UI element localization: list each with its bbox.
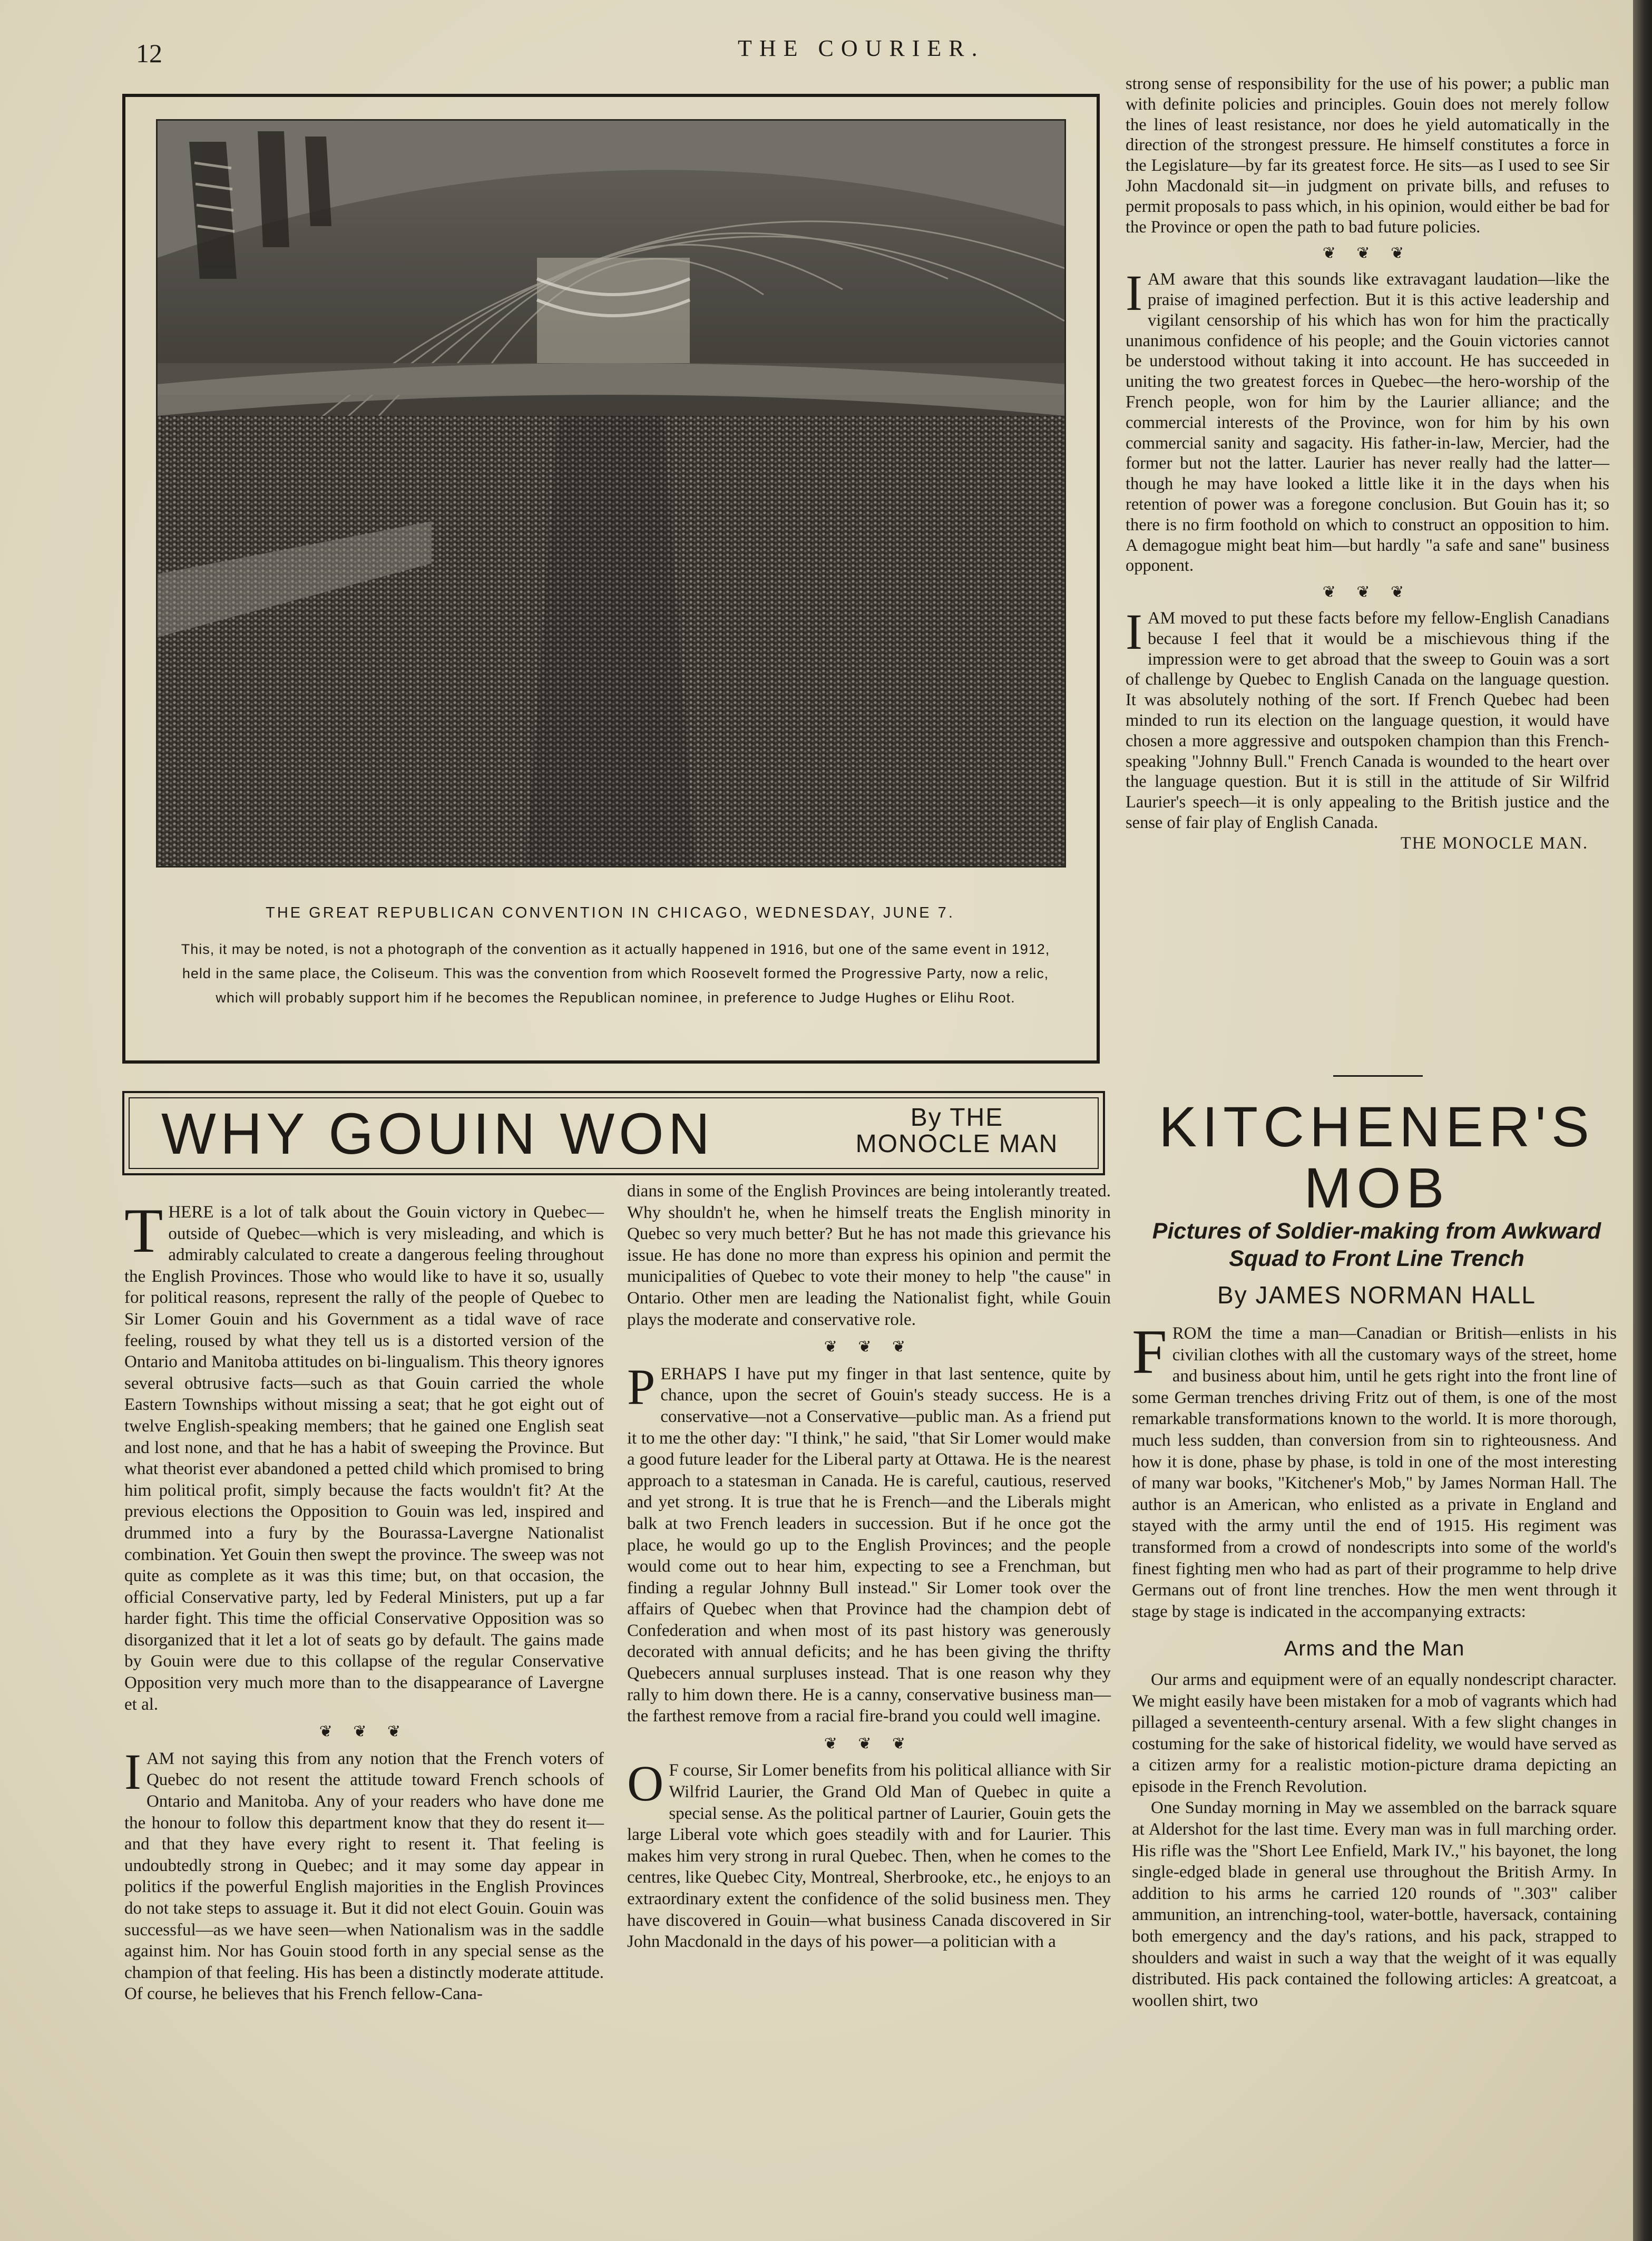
drop-cap: I (124, 1743, 141, 1800)
photo-frame (122, 94, 1100, 1064)
section-ornament: ❦ ❦ ❦ (1322, 583, 1413, 601)
article-paragraph: IAM aware that this sounds like extravagant laudation—like the praise of imagined perfection. But it is this active leadership and vigilant censorship of his which has won for him the practically unanimous confidence of his people; and the Gouin victories cannot be understood without taking it into account. He has succeeded in uniting the two greatest forces in Quebec—the hero-worship of the French people, won for him by the Laurier alliance; and the commercial interests of the Province, won for him by his own commercial sanity and sagacity. His father-in-law, Mercier, had the former but not the latter. Laurier has never really had the latter—though he may have looked a little like it in the days when his retention of power was a foregone conclusion. But Gouin has it; so there is no firm foothold on which to construct an opposition to him. A demagogue might beat him—but hardly "a safe and sane" business opponent. (1126, 265, 1609, 576)
running-head: THE COURIER. (738, 35, 985, 61)
drop-cap: I (1126, 265, 1142, 321)
article-paragraph: One Sunday morning in May we assembled on the barrack square at Aldershot for the last time. Every man was in full marching order. His rifle was the "Short Lee Enfield, Mark IV.," his bayonet, the long single-edged blade in general use throughout the British Army. In addition to his arms he carried 120 rounds of ".303" caliber ammunition, an intrenching-tool, water-bottle, haversack, containing both emergency and the day's rations, and his pack, strapped to shoulders and waist in such a way that the weight of it was equally distributed. His pack contained the following articles: A greatcoat, a woollen shirt, two (1132, 1798, 1617, 2010)
article-paragraph: FROM the time a man—Canadian or British—enlists in his civilian clothes with all the customary ways of the street, home and business about him, until he gets right into the front line of some German trenches driving Fritz out of them, is one of the most remarkable transformations known to the world. It is more thorough, much less sudden, than conversion from sin to righteousness. And how it is done, phase by phase, is told in one of the most interesting of many war books, "Kitchener's Mob," by James Norman Hall. The author is an American, who enlisted as a private in England and stayed with the army until the end of 1915. His regiment was transformed from a crowd of nondescripts into some of the world's finest fighting men who had as part of their programme to help drive Germans out of front line trenches. How the men went through it stage by stage is indicated in the accompanying extracts: (1132, 1317, 1617, 1621)
article-paragraph: dians in some of the English Provinces are being intolerantly treated. Why shouldn't he, when he himself treats the English minority in Quebec so very much better? But he has not made this grievance his issue. He has done no more than express his opinion and permit the municipalities of Quebec to vote their money to help "the cause" in Ontario. Other men are leading the Nationalist fight, while Gouin plays the moderate and conservative role. (627, 1182, 1111, 1329)
convention-photo (156, 119, 1066, 868)
article-paragraph: PERHAPS I have put my finger in that last sentence, quite by chance, upon the secret of Gouin's steady success. He is a conservative—not a Conservative—public man. As a friend put it to me the other day: "I think," he said, "that Sir Lomer would make a good future leader for the Liberal party at Ottawa. He is the nearest approach to a statesman in Canada. He is careful, cautious, reserved and yet strong. It is true that he is French—and the Liberals might balk at two French leaders in succession. But if he once got the place, he would go up to the English Provinces; and the people would come out to hear him, expecting to see a Frenchman, but finding a regular Johnny Bull instead." Sir Lomer took over the affairs of Quebec when that Province had the champion debt of Confederation and when most of its past history was generously decorated with annual deficits; and he has been giving the thrifty Quebecers annual surpluses instead. That is one reason why they rally to him down there. He is a canny, conservative business man—the farthest remove from a racial fire-brand you could well imagine. (627, 1358, 1111, 1726)
photo-caption-body: This, it may be noted, is not a photograph of the convention as it actually happened in 1916, but one of the same event in 1912, held in the same place, the Coliseum. This was the convention from which Roosevelt formed the Progressive Party, now a relic, which will probably support him if he becomes the Republican nominee, in preference to Judge Hughes or Elihu Root. (181, 941, 1050, 1006)
section-ornament: ❦ ❦ ❦ (1322, 245, 1413, 262)
column-rule (1333, 1075, 1423, 1077)
kitchener-headline: KITCHENER'S MOB (1159, 1095, 1595, 1220)
drop-cap: P (627, 1358, 656, 1415)
gouin-headline: WHY GOUIN WON (161, 1102, 715, 1166)
kitchener-column (1132, 1317, 1617, 2011)
binding-edge (1633, 0, 1652, 2241)
kitchener-subtitle: Pictures of Soldier-making from Awkward Squad to Front Line Trench (1152, 1219, 1601, 1271)
drop-cap: O (627, 1755, 664, 1812)
monocle-continued-column (1126, 74, 1609, 853)
section-ornament: ❦ ❦ ❦ (824, 1735, 914, 1752)
photo-caption-title: THE GREAT REPUBLICAN CONVENTION IN CHICAGO, WEDNESDAY, JUNE 7. (266, 904, 955, 921)
article-paragraph: Our arms and equipment were of an equally nondescript character. We might easily have been mistaken for a mob of vagrants which had pillaged a seventeenth-century arsenal. With a few slight changes in costuming for the sake of historical fidelity, we would have served as a citizen army for a realistic motion-picture drama depicting an episode in the French Revolution. (1132, 1670, 1617, 1796)
gouin-column-2 (627, 1181, 1111, 1953)
article-paragraph: THERE is a lot of talk about the Gouin victory in Quebec—outside of Quebec—which is very misleading, and which is admirably calculated to create a dangerous feeling throughout the English Provinces. Those who would like to have it so, usually for political reasons, represent the rally of the people of Quebec to Sir Lomer Gouin and his Government as a tidal wave of race feeling, roused by what they tell us is a distorted version of the Ontario and Manitoba attitudes on bi-lingualism. This theory ignores several obtrusive facts—such as that Gouin carried the whole Eastern Townships without missing a seat; that he got eight out of twelve English-speaking members; that he gained one English seat and lost none, and that he has a habit of sweeping the Province. But what theorist ever abandoned a petted child which promised to bring him political profit, simply because the facts wouldn't fit? At the previous elections the Opposition to Gouin was led, inspired and drummed into a fury by the Bourassa-Lavergne Nationalist combination. Yet Gouin then swept the province. The sweep was not quite as complete as it was this time; but, on that occasion, the official Conservative party, led by Federal Ministers, put up a far harder fight. This time the official Conservative Opposition was so disorganized that it let a lot of seats go by default. The gains made by Gouin were due to this collapse of the regular Conservative Opposition very much more than to the disappearance of Lavergne et al. (124, 1195, 604, 1714)
author-signoff: THE MONOCLE MAN. (1400, 833, 1588, 853)
convention-photo-illustration (158, 121, 1064, 866)
page-number: 12 (136, 38, 162, 68)
gouin-byline: By THE MONOCLE MAN (855, 1104, 1059, 1158)
drop-cap: I (1126, 603, 1142, 660)
kitchener-byline: By JAMES NORMAN HALL (1217, 1281, 1536, 1309)
article-paragraph: IAM moved to put these facts before my fellow-English Canadians because I feel that it would be a mischievous thing if the impression were to get abroad that the sweep to Gouin was a sort of challenge by Quebec to English Canada on the language question. It was absolutely nothing of the sort. If French Quebec had been minded to run its election on the language question, it would have chosen a more aggressive and outspoken champion than this French-speaking "Johnny Bull." French Canada is wounded to the heart over the language question. But it is still in the attitude of Sir Wilfrid Laurier's speech—it is only appealing to the British justice and the sense of fair play of English Canada. (1126, 603, 1609, 832)
drop-cap: T (124, 1195, 163, 1265)
gouin-headline-box (122, 1091, 1105, 1175)
gouin-column-1 (124, 1195, 604, 2005)
article-paragraph: strong sense of responsibility for the use of his power; a public man with definite policies and principles. Gouin does not merely follow the lines of least resistance, nor does he yield automatically in the direction of the strongest pressure. He himself constitutes a force in the Legislature—by far its greatest force. He sits—as I used to see Sir John Macdonald sit—in judgment on private bills, and refuses to permit proposals to pass which, in his opinion, would either be bad for the Province or open the path to bad future policies. (1126, 74, 1609, 237)
section-ornament: ❦ ❦ ❦ (319, 1723, 409, 1741)
section-subhead: Arms and the Man (1284, 1637, 1465, 1661)
article-paragraph: O F course, Sir Lomer benefits from his political alliance with Sir Wilfrid Laurier, the Grand Old Man of Quebec in quite a special sense. As the political partner of Laurier, Gouin gets the large Liberal vote which goes steadily with and for Laurier. This makes him very strong in rural Quebec. Then, when he comes to the centres, like Quebec City, Montreal, Sherbrooke, etc., he enjoys to an extraordinary extent the confidence of the solid business men. They have discovered in Gouin—what business Canada discovered in Sir John Macdonald in the days of his power—a politician with a (627, 1755, 1111, 1952)
drop-cap: F (1132, 1317, 1167, 1387)
article-paragraph: IAM not saying this from any notion that the French voters of Quebec do not resent the attitude toward French schools of Ontario and Manitoba. Any of your readers who have done me the honour to follow this department know that they do resent it—and that they have every right to resent it. That feeling is undoubtedly strong in Quebec; and it may some day appear in politics if the powerful English majorities in the English Provinces do not take steps to assuage it. But it did not elect Gouin. Gouin was successful—as we have seen—when Nationalism was in the saddle against him. Nor has Gouin stood forth in any special sense as the champion of that feeling. His has been a distinctly moderate attitude. Of course, he believes that his French fellow-Cana- (124, 1743, 604, 2004)
section-ornament: ❦ ❦ ❦ (824, 1338, 914, 1356)
